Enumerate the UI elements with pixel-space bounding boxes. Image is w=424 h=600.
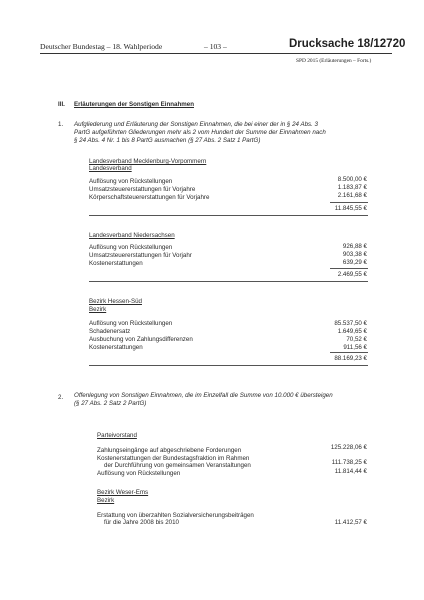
- row-label: Körperschaftsteuererstattungen für Vorjahre: [89, 194, 210, 201]
- block-divider: [89, 281, 368, 282]
- row-label: Kostenerstattungen: [89, 344, 143, 351]
- row-value: 903,38 €: [342, 251, 367, 258]
- doc-number: 12720: [373, 38, 406, 50]
- row-label: der Durchführung von gemeinsamen Veranstaltungen: [104, 462, 251, 469]
- row-value: 11.412,57 €: [334, 519, 367, 526]
- item2-number: 2.: [58, 394, 64, 401]
- header-rule: [40, 53, 392, 54]
- header-subtitle: SPD 2015 (Erläuterungen – Forts.): [296, 58, 372, 64]
- block-heading: Landesverband Mecklenburg-Vorpommern: [89, 158, 207, 165]
- section-title: Erläuterungen der Sonstigen Einnahmen: [74, 101, 194, 108]
- row-label: Auflösung von Rückstellungen: [97, 470, 181, 477]
- row-label: Zahlungseingänge auf abgeschriebene Forderungen: [97, 447, 242, 454]
- item1-line: PartG aufgeführten Gliederungen mehr als 2 vom Hundert der Summe der Einnahmen nach: [74, 129, 326, 136]
- row-label: Auflösung von Rückstellungen: [89, 320, 173, 327]
- block-subheading: Landesverband: [89, 165, 132, 172]
- item1-line: Aufgliederung und Erläuterung der Sonstigen Einnahmen, die bei einer der in § 24 Abs. 3: [74, 121, 318, 128]
- row-label: Auflösung von Rückstellungen: [89, 178, 173, 185]
- block-heading: Parteivorstand: [97, 432, 137, 439]
- row-label: Auflösung von Rückstellungen: [89, 244, 173, 251]
- sum-line: [330, 352, 368, 353]
- row-value: 11.814,44 €: [334, 468, 367, 475]
- item1-line: § 24 Abs. 4 Nr. 1 bis 8 PartG ausmachen (§ 27 Abs. 2 Satz 1 PartG): [74, 137, 261, 144]
- block-heading: Bezirk Weser-Ems: [97, 489, 149, 496]
- row-value: 1.649,65 €: [337, 328, 367, 335]
- row-label: Kostenerstattungen: [89, 260, 143, 267]
- row-label: Umsatzsteuererstattungen für Vorjahr: [89, 252, 192, 259]
- row-value: 85.537,50 €: [334, 320, 367, 327]
- block-divider: [89, 365, 368, 366]
- row-label: Schadenersatz: [89, 328, 131, 335]
- block-total: 88.169,23 €: [334, 355, 367, 362]
- row-label: Ausbuchung von Zahlungsdifferenzen: [89, 336, 193, 343]
- row-value: 2.161,68 €: [337, 192, 367, 199]
- row-value: 1.183,87 €: [337, 184, 367, 191]
- row-label: Erstattung von überzahlten Sozialversicherungsbeiträgen: [97, 512, 254, 519]
- row-value: 8.500,00 €: [337, 176, 367, 183]
- sum-line: [330, 202, 368, 203]
- row-value: 125.228,06 €: [330, 444, 367, 451]
- row-label: für die Jahre 2008 bis 2010: [104, 519, 179, 526]
- item2-line: (§ 27 Abs. 2 Satz 2 PartG): [74, 400, 147, 407]
- block-total: 11.845,55 €: [334, 205, 367, 212]
- block-heading: Bezirk Hessen-Süd: [89, 298, 142, 305]
- row-value: 911,56 €: [343, 344, 367, 351]
- document-number: [289, 38, 405, 50]
- page-number: – 103 –: [204, 42, 227, 51]
- item1-number: 1.: [58, 121, 64, 128]
- row-value: 111.738,25 €: [331, 459, 367, 466]
- sum-line: [330, 268, 368, 269]
- doc-label: Drucksache 18/: [289, 38, 374, 50]
- block-divider: [89, 215, 368, 216]
- row-label: Kostenerstattungen der Bundestagsfraktion im Rahmen: [97, 455, 250, 462]
- block-subheading: Bezirk: [97, 497, 115, 504]
- section-number: III.: [58, 101, 65, 108]
- block-subheading: Bezirk: [89, 306, 107, 313]
- row-value: 70,52 €: [346, 336, 367, 343]
- header-left: Deutscher Bundestag – 18. Wahlperiode: [40, 42, 163, 51]
- block-total: 2.469,55 €: [337, 271, 367, 278]
- block-heading: Landesverband Niedersachsen: [89, 232, 175, 239]
- row-value: 926,88 €: [342, 243, 367, 250]
- item2-line: Offenlegung von Sonstigen Einnahmen, die im Einzelfall die Summe von 10.000 € übersteigen: [74, 392, 333, 399]
- row-value: 639,29 €: [342, 259, 367, 266]
- row-label: Umsatzsteuererstattungen für Vorjahre: [89, 186, 196, 193]
